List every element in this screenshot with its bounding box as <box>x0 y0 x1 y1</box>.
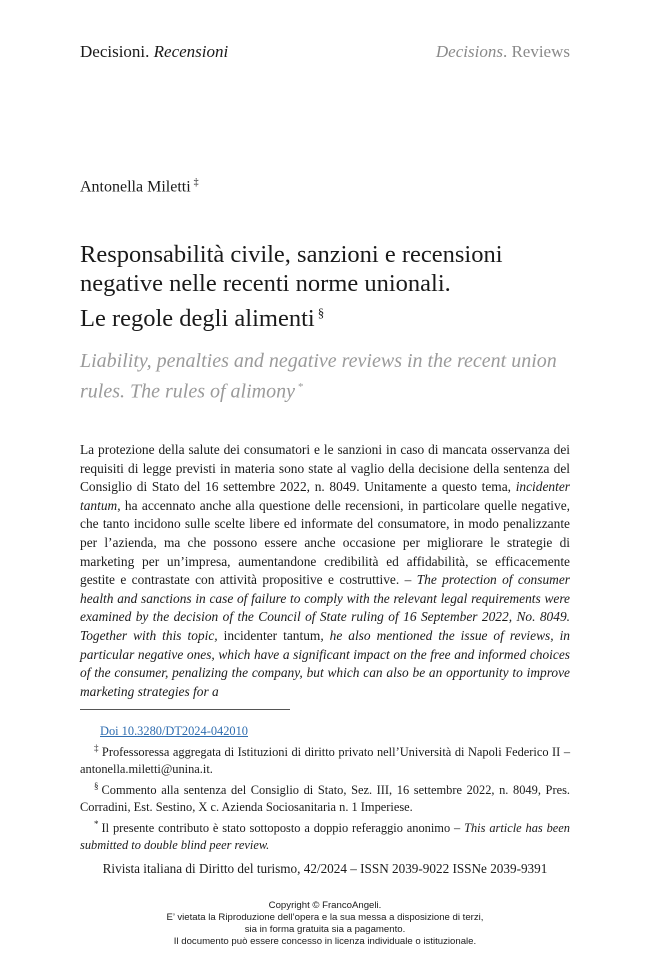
header-subsection-en: . Reviews <box>502 42 570 61</box>
title-line: negative nelle recenti norme unionali. <box>80 270 451 297</box>
article-title-italian <box>80 240 580 333</box>
title-footnote-mark: § <box>317 305 325 320</box>
journal-citation: Rivista italiana di Diritto del turismo, 42/2024 – ISSN 2039-9022 ISSNe 2039-9391 <box>102 861 548 876</box>
title-line: Responsabilità civile, sanzioni e recensioni <box>80 241 503 268</box>
title-en-line: Liability, penalties and negative reviews in the recent union <box>80 350 557 372</box>
footnote-divider <box>80 709 290 710</box>
footnote-commentary: § Commento alla sentenza del Consiglio di Stato, Sez. III, 16 settembre 2022, n. 8049, Pres. Corradini, Est. Sestino, X c. Azienda Sociosanitaria n. 1 Imperiese. <box>80 781 570 815</box>
footnote-peer-review: * Il presente contributo è stato sottoposto a doppio referaggio anonimo – This article has been submitted to double blind peer review. <box>80 819 571 853</box>
header-section-en: Decisions <box>435 42 503 61</box>
abstract-it-latin: incidenter tantum <box>80 479 570 513</box>
footnote-mark: § <box>94 781 99 792</box>
copyright-line: sia in forma gratuita sia a pagamento. <box>244 924 406 935</box>
doi-link[interactable]: Doi 10.3280/DT2024-042010 <box>100 724 248 738</box>
title-en-footnote-mark: * <box>298 381 304 393</box>
running-header-left <box>80 42 228 62</box>
article-title-english <box>80 348 580 405</box>
title-line: Le regole degli alimenti § <box>80 305 325 333</box>
author-name: Antonella Miletti <box>80 178 191 196</box>
copyright-line: Il documento può essere concesso in licenza individuale o istituzionale. <box>173 936 477 947</box>
footnote-affiliation: ‡ Professoressa aggregata di Istituzioni di diritto privato nell’Università di Napoli Federico II – antonella.miletti@unina.it. <box>80 743 571 777</box>
copyright-line: Copyright © FrancoAngeli. <box>268 900 382 911</box>
author-line <box>80 177 199 196</box>
abstract <box>80 441 570 701</box>
copyright-notice <box>0 900 650 948</box>
running-header-right <box>436 42 570 62</box>
header-subsection: Recensioni <box>153 42 229 61</box>
abstract-en-text: , he also mentioned the issue of reviews, in particular negative ones, which have a significant impact on the free and informed choices of the consumer, penalizing the company, but which can also be an opportunity to improve marketing strategies for a <box>80 627 570 699</box>
abstract-it-text: , ha accennato anche alla questione delle recensioni, in particolare quelle negative, che tanto incidono sulle scelte libere ed informate del consumatore, in modo penalizzante per l’azienda, ma che possono essere anche occasione per migliorare le strategie di marketing per un’impresa, aumentandone credibilità ed affidabilità, se efficacemente gestite e contrastate con attività propositive e costruttive. – <box>80 497 570 588</box>
author-footnote-mark: ‡ <box>193 177 199 188</box>
abstract-it-text: La protezione della salute dei consumatori e le sanzioni in caso di mancata osservanza dei requisiti di legge previsti in materia sono state al vaglio della decisione della sentenza del Consiglio di Stato del 16 settembre 2022, n. 8049. Unitamente a questo tema, <box>80 442 570 495</box>
footnote-mark: * <box>94 819 99 830</box>
header-section: Decisioni. <box>80 42 150 61</box>
title-en-line: rules. The rules of alimony * <box>80 380 304 403</box>
abstract-en-latin: incidenter tantum <box>223 627 321 643</box>
footnotes <box>80 723 570 854</box>
footnote-mark: ‡ <box>94 743 99 753</box>
copyright-line: E’ vietata la Riproduzione dell’opera e la sua messa a disposizione di terzi, <box>166 912 484 923</box>
abstract-en-text: The protection of consumer health and sanctions in case of failure to comply with the relevant legal requirements were examined by the decision of the Council of State ruling of 16 September 2022, No. 8049. Together with this topic, <box>80 572 570 643</box>
